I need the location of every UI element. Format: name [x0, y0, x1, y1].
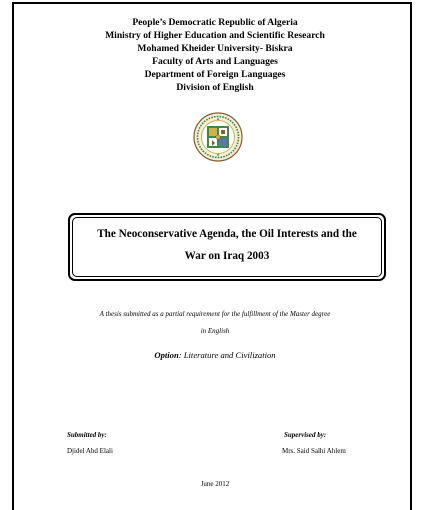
supervisor-name: Mrs. Said Salhi Ahlem	[282, 447, 346, 455]
submission-date: June 2012	[200, 480, 230, 488]
header-department: Department of Foreign Languages	[144, 69, 286, 80]
option-label: Option	[154, 350, 179, 360]
submission-line-1: A thesis submitted as a partial requirement for the fulfillment of the Master degree	[99, 310, 331, 318]
submission-line-2: in English	[200, 327, 230, 335]
header-country: People’s Democratic Republic of Algeria	[132, 17, 298, 28]
option-value: : Literature and Civilization	[178, 350, 276, 360]
header-university: Mohamed Kheider University- Biskra	[137, 43, 293, 54]
option-line	[0, 350, 430, 360]
thesis-title	[70, 223, 384, 267]
header-faculty: Faculty of Arts and Languages	[152, 56, 278, 67]
thesis-title-line-1: The Neoconservative Agenda, the Oil Interests and the	[97, 228, 357, 240]
institution-header	[0, 16, 430, 94]
thesis-title-box	[68, 213, 386, 281]
submitted-by-label: Submitted by:	[67, 431, 107, 439]
supervised-by-label: Supervised by:	[284, 431, 327, 439]
thesis-title-line-2: War on Iraq 2003	[184, 250, 270, 262]
university-emblem-icon	[192, 111, 244, 163]
submission-statement	[0, 306, 430, 340]
student-name: Djidel Abd Elali	[67, 447, 113, 455]
header-ministry: Ministry of Higher Education and Scientific Research	[105, 30, 325, 41]
header-division: Division of English	[176, 82, 254, 93]
